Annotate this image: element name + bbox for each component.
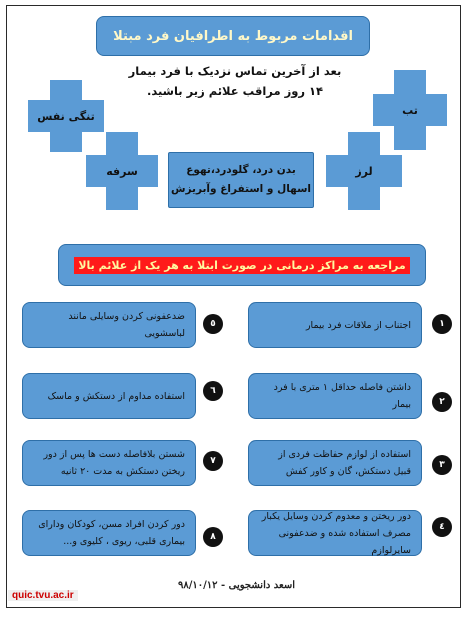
item-text: داشتن فاصله حداقل ۱ متری با فرد بیمار bbox=[273, 382, 411, 410]
item-text: دور کردن افراد مسن، کودکان ودارای بیماری قلبی، ریوی ، کلیوی و... bbox=[38, 519, 185, 547]
symptom-chills bbox=[326, 132, 402, 210]
author-signature: اسعد دانشجویی - ۹۸/۱۰/۱۲ bbox=[178, 580, 296, 591]
item-number-badge: ٨ bbox=[203, 527, 223, 547]
item-number-badge: ١ bbox=[432, 314, 452, 334]
intro-text bbox=[110, 61, 360, 101]
item-text: استفاده از لوازم حفاظت فردی از قبیل دستکش، گان و کاور کفش bbox=[278, 449, 411, 477]
list-item bbox=[22, 440, 196, 486]
symptom-other-line-2: اسهال و استفراغ وآبریزش bbox=[170, 183, 312, 195]
list-item bbox=[22, 510, 196, 556]
list-item bbox=[248, 302, 422, 348]
item-text: استفاده مداوم از دستکش و ماسک bbox=[47, 390, 185, 402]
item-text: ضدعفونی کردن وسایلی مانند لباسشویی bbox=[68, 311, 185, 339]
item-number-badge: ٤ bbox=[432, 517, 452, 537]
intro-line-1: بعد از آخرین تماس نزدیک با فرد بیمار bbox=[128, 64, 342, 78]
alert-banner bbox=[58, 244, 426, 286]
symptom-label: سرفه bbox=[106, 164, 138, 178]
symptom-label: لرز bbox=[355, 164, 373, 178]
page-title: اقدامات مربوط به اطرافیان فرد مبتلا bbox=[96, 16, 370, 56]
watermark: quic.tvu.ac.ir bbox=[8, 590, 78, 601]
item-number-badge: ٧ bbox=[203, 451, 223, 471]
list-item bbox=[22, 373, 196, 419]
item-number-badge: ٢ bbox=[432, 392, 452, 412]
list-item bbox=[22, 302, 196, 348]
symptom-cough bbox=[86, 132, 158, 210]
list-item bbox=[248, 373, 422, 419]
list-item bbox=[248, 510, 422, 556]
item-number-badge: ٦ bbox=[203, 381, 223, 401]
intro-line-2: ۱۴ روز مراقب علائم زیر باشید. bbox=[146, 84, 324, 98]
item-text: دور ریختن و معدوم کردن وسایل یکبار مصرف استفاده شده و ضدعفونی سایرلوازم bbox=[261, 510, 411, 556]
list-item bbox=[248, 440, 422, 486]
alert-text: مراجعه به مراکز درمانی در صورت ابتلا به هر یک از علائم بالا bbox=[74, 257, 409, 274]
symptom-other-box bbox=[168, 152, 314, 208]
symptom-label: تب bbox=[402, 103, 418, 117]
symptom-other-line-1: بدن درد، گلودرد،تهوع bbox=[186, 164, 296, 176]
symptom-label: تنگی نفس bbox=[37, 109, 95, 123]
item-number-badge: ٥ bbox=[203, 314, 223, 334]
item-text: اجتناب از ملاقات فرد بیمار bbox=[305, 319, 411, 331]
item-number-badge: ٣ bbox=[432, 455, 452, 475]
item-text: شستن بلافاصله دست ها پس از دور ریختن دستکش به مدت ۲۰ ثانیه bbox=[43, 449, 185, 477]
